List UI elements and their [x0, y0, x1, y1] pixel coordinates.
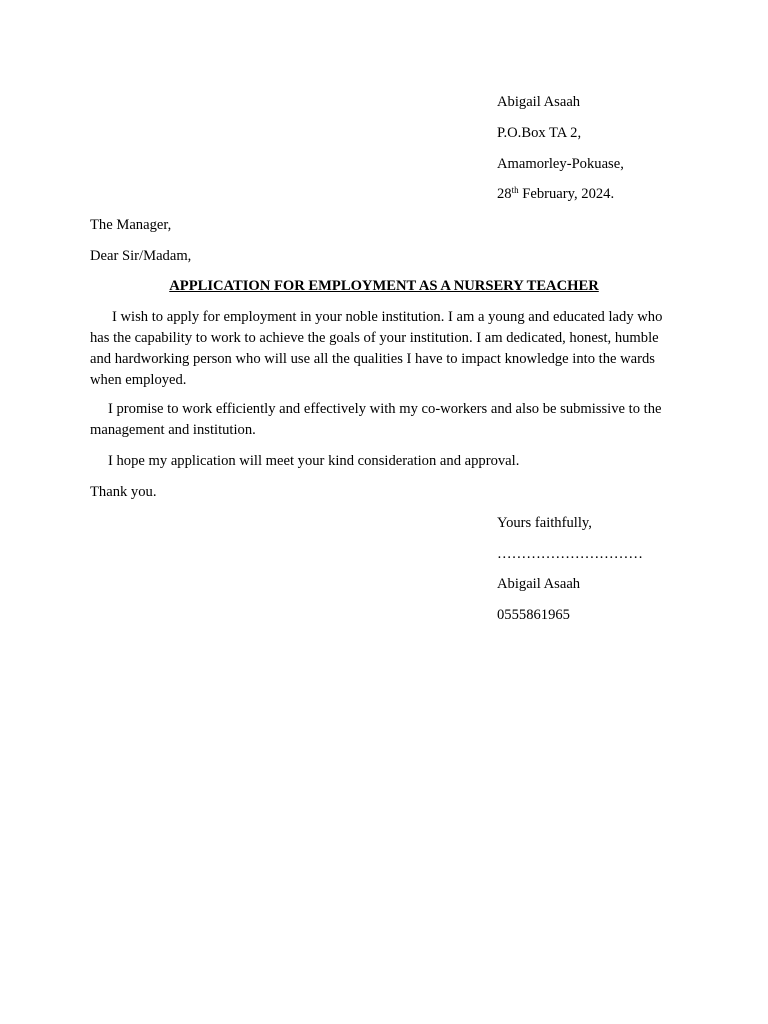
- date-suffix: th: [511, 185, 519, 195]
- signatory-phone: 0555861965: [497, 607, 570, 623]
- sender-town: Amamorley-Pokuase,: [497, 156, 624, 172]
- subject-heading: APPLICATION FOR EMPLOYMENT AS A NURSERY TEACHER: [169, 278, 599, 294]
- body-paragraph-1: I wish to apply for employment in your noble institution. I am a young and educated lady who has the capability to work to achieve the goals of your institution. I am dedicated, honest, humble and hardworking person who will use all the qualities I have to impact knowledge into the wards when employed.: [90, 309, 663, 388]
- date-rest: February, 2024.: [518, 186, 615, 202]
- recipient: The Manager,: [90, 217, 172, 233]
- sender-box: P.O.Box TA 2,: [497, 125, 582, 141]
- body-paragraph-2: I promise to work efficiently and effectively with my co-workers and also be submissive to the management and institution.: [90, 401, 662, 438]
- letter-date: [497, 184, 614, 204]
- salutation: Dear Sir/Madam,: [90, 248, 192, 264]
- signatory-name: Abigail Asaah: [497, 576, 581, 592]
- valediction: Yours faithfully,: [497, 515, 592, 531]
- closing-thanks: Thank you.: [90, 484, 157, 500]
- signature-line: …………………………: [497, 546, 643, 562]
- sender-name: Abigail Asaah: [497, 94, 581, 110]
- body-paragraph-3: I hope my application will meet your kind consideration and approval.: [108, 453, 520, 469]
- date-day: 28: [497, 186, 512, 202]
